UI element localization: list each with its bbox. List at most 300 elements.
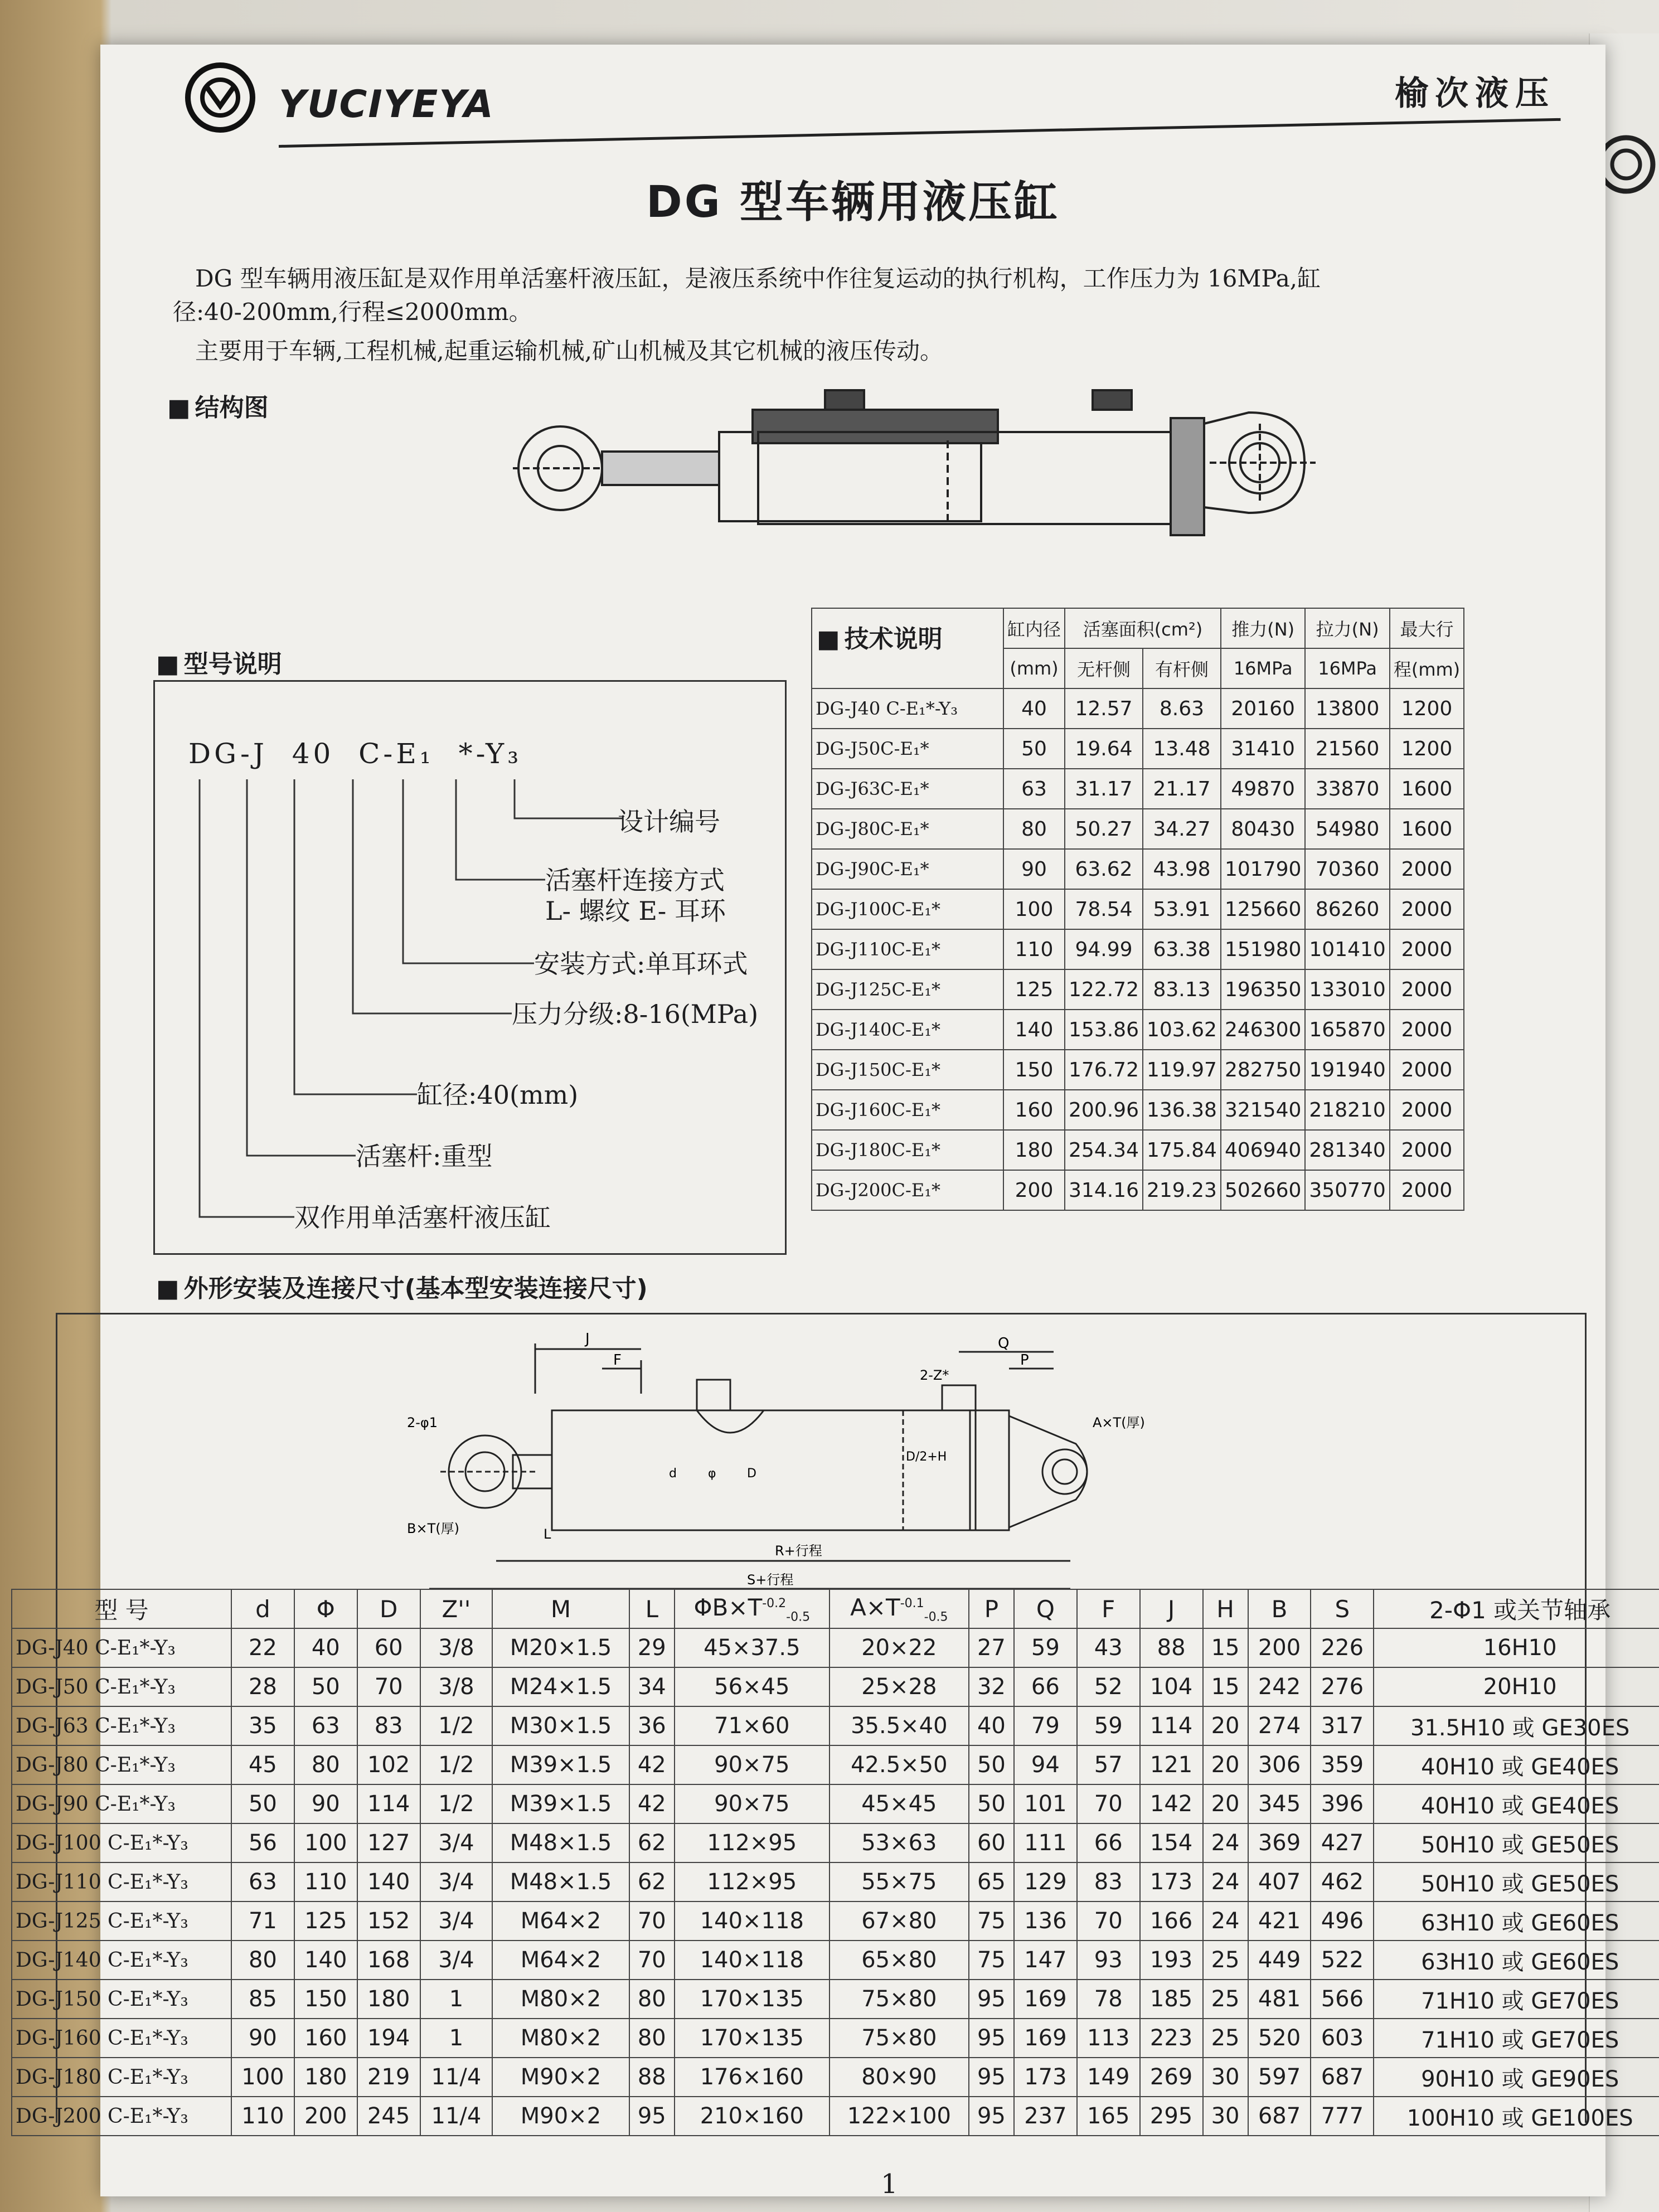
value-cell: 246300 bbox=[1221, 1010, 1305, 1050]
legend-type: 双作用单活塞杆液压缸 bbox=[294, 1202, 551, 1233]
value-cell: 20 bbox=[1203, 1706, 1248, 1745]
value-cell: M48×1.5 bbox=[492, 1862, 629, 1901]
value-cell: 127 bbox=[357, 1823, 420, 1862]
value-cell: 112×95 bbox=[675, 1862, 830, 1901]
legend-design-no: 设计编号 bbox=[618, 807, 720, 837]
value-cell: 175.84 bbox=[1143, 1130, 1221, 1170]
value-cell: 40 bbox=[969, 1706, 1014, 1745]
value-cell: 80 bbox=[294, 1745, 357, 1784]
intro-line-2: 径:40-200mm,行程≤2000mm。 bbox=[173, 298, 532, 326]
value-cell: 2000 bbox=[1390, 1170, 1464, 1210]
value-cell: 45 bbox=[231, 1745, 294, 1784]
value-cell: 111 bbox=[1014, 1823, 1077, 1862]
model-cell: DG-J100 C-E₁*-Y₃ bbox=[12, 1823, 231, 1862]
value-cell: 2000 bbox=[1390, 1130, 1464, 1170]
table-row bbox=[12, 1667, 1659, 1706]
value-cell: 226 bbox=[1311, 1628, 1374, 1667]
model-code-box bbox=[153, 680, 787, 1255]
dim-label-j: J bbox=[585, 1331, 590, 1347]
value-cell: 71×60 bbox=[675, 1706, 830, 1745]
model-cell: DG-J140C-E₁* bbox=[812, 1010, 1003, 1050]
table-row bbox=[12, 1823, 1659, 1862]
value-cell: 88 bbox=[629, 2058, 675, 2097]
model-cell: DG-J80C-E₁* bbox=[812, 809, 1003, 849]
value-cell: 140 bbox=[1003, 1010, 1065, 1050]
section-structure: ■ 结构图 bbox=[167, 387, 269, 423]
value-cell: 276 bbox=[1311, 1667, 1374, 1706]
value-cell: 71 bbox=[231, 1901, 294, 1941]
value-cell: 160 bbox=[294, 2019, 357, 2058]
value-cell: 35 bbox=[231, 1706, 294, 1745]
value-cell: 219.23 bbox=[1143, 1170, 1221, 1210]
value-cell: 150 bbox=[294, 1980, 357, 2019]
th-axt-label: A×T bbox=[850, 1593, 900, 1621]
value-cell: 19.64 bbox=[1065, 729, 1143, 769]
value-cell: 30 bbox=[1203, 2097, 1248, 2136]
value-cell: 21.17 bbox=[1143, 769, 1221, 809]
th-area-rod: 有杆侧 bbox=[1143, 648, 1221, 688]
value-cell: M64×2 bbox=[492, 1941, 629, 1980]
value-cell: 43.98 bbox=[1143, 849, 1221, 889]
table-row bbox=[812, 969, 1464, 1010]
value-cell: 687 bbox=[1311, 2058, 1374, 2097]
value-cell: 66 bbox=[1077, 1823, 1140, 1862]
value-cell: 110 bbox=[231, 2097, 294, 2136]
value-cell: 50 bbox=[294, 1667, 357, 1706]
dim-label-big-d: D bbox=[747, 1467, 756, 1481]
dim-label-p: P bbox=[1020, 1352, 1029, 1369]
value-cell: 70 bbox=[629, 1901, 675, 1941]
dim-label-axt: A×T(厚) bbox=[1093, 1415, 1145, 1430]
th-bxt-tol-upper: -0.2 bbox=[762, 1596, 787, 1611]
dim-label-h: D/2+H bbox=[906, 1450, 947, 1464]
value-cell: 359 bbox=[1311, 1745, 1374, 1784]
value-cell: 53×63 bbox=[830, 1823, 969, 1862]
value-cell: 180 bbox=[1003, 1130, 1065, 1170]
value-cell: 30 bbox=[1203, 2058, 1248, 2097]
value-cell: 27 bbox=[969, 1628, 1014, 1667]
table-row bbox=[812, 769, 1464, 809]
value-cell: 13.48 bbox=[1143, 729, 1221, 769]
value-cell: 218210 bbox=[1305, 1090, 1389, 1130]
value-cell: 152 bbox=[357, 1901, 420, 1941]
value-cell: 90H10 或 GE90ES bbox=[1374, 2058, 1659, 2097]
th-thrust-p: 16MPa bbox=[1221, 648, 1305, 688]
legend-rod-connection-types: L- 螺纹 E- 耳环 bbox=[545, 896, 726, 926]
value-cell: 317 bbox=[1311, 1706, 1374, 1745]
value-cell: 33870 bbox=[1305, 769, 1389, 809]
value-cell: 11/4 bbox=[420, 2058, 493, 2097]
value-cell: 166 bbox=[1140, 1901, 1203, 1941]
value-cell: 34 bbox=[629, 1667, 675, 1706]
value-cell: 462 bbox=[1311, 1862, 1374, 1901]
value-cell: 70360 bbox=[1305, 849, 1389, 889]
value-cell: 70 bbox=[357, 1667, 420, 1706]
value-cell: M48×1.5 bbox=[492, 1823, 629, 1862]
th-b: B bbox=[1248, 1589, 1311, 1628]
page-title: DG 型车辆用液压缸 bbox=[646, 177, 1060, 227]
model-cell: DG-J63C-E₁* bbox=[812, 769, 1003, 809]
value-cell: 95 bbox=[969, 1980, 1014, 2019]
value-cell: 200 bbox=[1003, 1170, 1065, 1210]
value-cell: 63H10 或 GE60ES bbox=[1374, 1901, 1659, 1941]
value-cell: 350770 bbox=[1305, 1170, 1389, 1210]
value-cell: 75×80 bbox=[830, 2019, 969, 2058]
value-cell: 71H10 或 GE70ES bbox=[1374, 2019, 1659, 2058]
value-cell: 75 bbox=[969, 1901, 1014, 1941]
model-cell: DG-J40 C-E₁*-Y₃ bbox=[812, 688, 1003, 729]
value-cell: 83.13 bbox=[1143, 969, 1221, 1010]
value-cell: 54980 bbox=[1305, 809, 1389, 849]
value-cell: 121 bbox=[1140, 1745, 1203, 1784]
value-cell: 196350 bbox=[1221, 969, 1305, 1010]
value-cell: 3/4 bbox=[420, 1823, 493, 1862]
th-h: H bbox=[1203, 1589, 1248, 1628]
value-cell: 80430 bbox=[1221, 809, 1305, 849]
value-cell: 176.72 bbox=[1065, 1050, 1143, 1090]
value-cell: 125 bbox=[294, 1901, 357, 1941]
value-cell: 63.62 bbox=[1065, 849, 1143, 889]
value-cell: 21560 bbox=[1305, 729, 1389, 769]
value-cell: 1600 bbox=[1390, 809, 1464, 849]
value-cell: 100 bbox=[1003, 889, 1065, 929]
th-bxt-label: ΦB×T bbox=[693, 1593, 763, 1621]
value-cell: 55×75 bbox=[830, 1862, 969, 1901]
value-cell: 20×22 bbox=[830, 1628, 969, 1667]
value-cell: 53.91 bbox=[1143, 889, 1221, 929]
th-big-d: D bbox=[357, 1589, 420, 1628]
value-cell: 36 bbox=[629, 1706, 675, 1745]
dim-label-l: L bbox=[544, 1526, 551, 1542]
logo-icon bbox=[184, 61, 256, 134]
code-dash: - bbox=[476, 738, 486, 770]
value-cell: 25 bbox=[1203, 2019, 1248, 2058]
code-c: C bbox=[358, 738, 384, 770]
value-cell: M39×1.5 bbox=[492, 1745, 629, 1784]
code-e1: E₁ bbox=[396, 738, 434, 770]
th-bxt bbox=[675, 1589, 830, 1628]
value-cell: 83 bbox=[1077, 1862, 1140, 1901]
th-bxt-tol-lower: -0.5 bbox=[786, 1610, 811, 1624]
value-cell: 80 bbox=[231, 1941, 294, 1980]
value-cell: 70 bbox=[1077, 1901, 1140, 1941]
value-cell: 165870 bbox=[1305, 1010, 1389, 1050]
table-row bbox=[12, 1862, 1659, 1901]
value-cell: 80 bbox=[629, 2019, 675, 2058]
value-cell: 1 bbox=[420, 2019, 493, 2058]
table-row bbox=[812, 1130, 1464, 1170]
th-s: S bbox=[1311, 1589, 1374, 1628]
value-cell: 282750 bbox=[1221, 1050, 1305, 1090]
value-cell: 78.54 bbox=[1065, 889, 1143, 929]
value-cell: 170×135 bbox=[675, 1980, 830, 2019]
model-cell: DG-J50C-E₁* bbox=[812, 729, 1003, 769]
value-cell: 24 bbox=[1203, 1862, 1248, 1901]
value-cell: 153.86 bbox=[1065, 1010, 1143, 1050]
value-cell: 136.38 bbox=[1143, 1090, 1221, 1130]
value-cell: 59 bbox=[1014, 1628, 1077, 1667]
value-cell: 93 bbox=[1077, 1941, 1140, 1980]
table-row bbox=[812, 688, 1464, 729]
dim-label-q: Q bbox=[998, 1335, 1010, 1352]
code-40: 40 bbox=[292, 738, 334, 770]
value-cell: 25 bbox=[1203, 1980, 1248, 2019]
value-cell: 2000 bbox=[1390, 1090, 1464, 1130]
value-cell: 173 bbox=[1140, 1862, 1203, 1901]
value-cell: 90 bbox=[1003, 849, 1065, 889]
value-cell: M80×2 bbox=[492, 2019, 629, 2058]
value-cell: 90×75 bbox=[675, 1745, 830, 1784]
value-cell: 78 bbox=[1077, 1980, 1140, 2019]
value-cell: 176×160 bbox=[675, 2058, 830, 2097]
value-cell: 2000 bbox=[1390, 849, 1464, 889]
value-cell: 170×135 bbox=[675, 2019, 830, 2058]
value-cell: 15 bbox=[1203, 1628, 1248, 1667]
table-row bbox=[812, 1050, 1464, 1090]
code-dg: DG bbox=[188, 738, 240, 770]
code-dash: - bbox=[383, 738, 396, 770]
table-row bbox=[812, 1090, 1464, 1130]
value-cell: 86260 bbox=[1305, 889, 1389, 929]
table-row bbox=[812, 889, 1464, 929]
th-l: L bbox=[629, 1589, 675, 1628]
value-cell: 165 bbox=[1077, 2097, 1140, 2136]
th-bore: 缸内径 bbox=[1003, 608, 1065, 648]
table-row bbox=[12, 1628, 1659, 1667]
value-cell: 29 bbox=[629, 1628, 675, 1667]
dim-label-phi1: 2-φ1 bbox=[407, 1415, 438, 1430]
value-cell: 103.62 bbox=[1143, 1010, 1221, 1050]
value-cell: 3/8 bbox=[420, 1667, 493, 1706]
value-cell: 566 bbox=[1311, 1980, 1374, 2019]
model-cell: DG-J40 C-E₁*-Y₃ bbox=[12, 1628, 231, 1667]
model-cell: DG-J100C-E₁* bbox=[812, 889, 1003, 929]
model-cell: DG-J150C-E₁* bbox=[812, 1050, 1003, 1090]
value-cell: 24 bbox=[1203, 1823, 1248, 1862]
value-cell: 421 bbox=[1248, 1901, 1311, 1941]
value-cell: 193 bbox=[1140, 1941, 1203, 1980]
value-cell: 687 bbox=[1248, 2097, 1311, 2136]
th-axt-tol-upper: -0.1 bbox=[900, 1596, 924, 1611]
value-cell: 11/4 bbox=[420, 2097, 493, 2136]
value-cell: 481 bbox=[1248, 1980, 1311, 2019]
value-cell: M90×2 bbox=[492, 2097, 629, 2136]
value-cell: 1200 bbox=[1390, 688, 1464, 729]
value-cell: 101410 bbox=[1305, 929, 1389, 969]
value-cell: 20160 bbox=[1221, 688, 1305, 729]
value-cell: 88 bbox=[1140, 1628, 1203, 1667]
value-cell: 269 bbox=[1140, 2058, 1203, 2097]
value-cell: 100 bbox=[294, 1823, 357, 1862]
value-cell: 50 bbox=[969, 1745, 1014, 1784]
value-cell: 95 bbox=[629, 2097, 675, 2136]
th-p: P bbox=[969, 1589, 1014, 1628]
value-cell: 101790 bbox=[1221, 849, 1305, 889]
model-cell: DG-J63 C-E₁*-Y₃ bbox=[12, 1706, 231, 1745]
th-stroke-unit: 程(mm) bbox=[1390, 648, 1464, 688]
model-cell: DG-J125C-E₁* bbox=[812, 969, 1003, 1010]
value-cell: 777 bbox=[1311, 2097, 1374, 2136]
value-cell: 50H10 或 GE50ES bbox=[1374, 1862, 1659, 1901]
value-cell: 20 bbox=[1203, 1784, 1248, 1823]
value-cell: 1600 bbox=[1390, 769, 1464, 809]
value-cell: 95 bbox=[969, 2097, 1014, 2136]
model-cell: DG-J160 C-E₁*-Y₃ bbox=[12, 2019, 231, 2058]
value-cell: 1/2 bbox=[420, 1706, 493, 1745]
model-cell: DG-J180 C-E₁*-Y₃ bbox=[12, 2058, 231, 2097]
value-cell: 2000 bbox=[1390, 1010, 1464, 1050]
value-cell: 32 bbox=[969, 1667, 1014, 1706]
value-cell: 254.34 bbox=[1065, 1130, 1143, 1170]
value-cell: 40 bbox=[1003, 688, 1065, 729]
value-cell: 168 bbox=[357, 1941, 420, 1980]
code-y3: Y₃ bbox=[486, 738, 522, 770]
value-cell: 140 bbox=[294, 1941, 357, 1980]
value-cell: 31410 bbox=[1221, 729, 1305, 769]
value-cell: 101 bbox=[1014, 1784, 1077, 1823]
brand-name: YUCIYEYA bbox=[279, 83, 494, 127]
value-cell: 160 bbox=[1003, 1090, 1065, 1130]
section-install: ■ 外形安装及连接尺寸(基本型安装连接尺寸) bbox=[156, 1268, 648, 1304]
value-cell: 223 bbox=[1140, 2019, 1203, 2058]
value-cell: 603 bbox=[1311, 2019, 1374, 2058]
value-cell: 281340 bbox=[1305, 1130, 1389, 1170]
value-cell: 50 bbox=[969, 1784, 1014, 1823]
value-cell: 125 bbox=[1003, 969, 1065, 1010]
table-row bbox=[812, 729, 1464, 769]
value-cell: M20×1.5 bbox=[492, 1628, 629, 1667]
table-row bbox=[812, 1170, 1464, 1210]
value-cell: M39×1.5 bbox=[492, 1784, 629, 1823]
dim-label-bxt: B×T(厚) bbox=[407, 1521, 459, 1536]
value-cell: 245 bbox=[357, 2097, 420, 2136]
value-cell: 63.38 bbox=[1143, 929, 1221, 969]
model-cell: DG-J80 C-E₁*-Y₃ bbox=[12, 1745, 231, 1784]
value-cell: 151980 bbox=[1221, 929, 1305, 969]
legend-mounting: 安装方式:单耳环式 bbox=[534, 949, 748, 979]
value-cell: 496 bbox=[1311, 1901, 1374, 1941]
value-cell: 502660 bbox=[1221, 1170, 1305, 1210]
value-cell: 427 bbox=[1311, 1823, 1374, 1862]
model-cell: DG-J110C-E₁* bbox=[812, 929, 1003, 969]
value-cell: 210×160 bbox=[675, 2097, 830, 2136]
value-cell: 2000 bbox=[1390, 969, 1464, 1010]
value-cell: 40 bbox=[294, 1628, 357, 1667]
value-cell: 345 bbox=[1248, 1784, 1311, 1823]
value-cell: 50 bbox=[231, 1784, 294, 1823]
value-cell: 110 bbox=[294, 1862, 357, 1901]
model-cell: DG-J150 C-E₁*-Y₃ bbox=[12, 1980, 231, 2019]
value-cell: 95 bbox=[969, 2058, 1014, 2097]
table-row bbox=[12, 2019, 1659, 2058]
model-cell: DG-J90 C-E₁*-Y₃ bbox=[12, 1784, 231, 1823]
value-cell: 52 bbox=[1077, 1667, 1140, 1706]
legend-rod: 活塞杆:重型 bbox=[356, 1141, 493, 1171]
code-j: J bbox=[253, 738, 268, 770]
intro-line-1: DG 型车辆用液压缸是双作用单活塞杆液压缸，是液压系统中作往复运动的执行机构，工作压力为 16MPa,缸 bbox=[195, 265, 1321, 292]
th-phi: Φ bbox=[294, 1589, 357, 1628]
th-bore-unit: (mm) bbox=[1003, 648, 1065, 688]
catalog-page bbox=[16, 45, 1633, 2200]
dim-label-z: 2-Z* bbox=[920, 1367, 949, 1383]
table-row bbox=[812, 809, 1464, 849]
value-cell: 49870 bbox=[1221, 769, 1305, 809]
company-name: 榆次液压 bbox=[1395, 74, 1555, 113]
intro-line-3: 主要用于车辆,工程机械,起重运输机械,矿山机械及其它机械的液压传动。 bbox=[195, 337, 944, 365]
value-cell: 3/4 bbox=[420, 1901, 493, 1941]
value-cell: 142 bbox=[1140, 1784, 1203, 1823]
value-cell: 65×80 bbox=[830, 1941, 969, 1980]
value-cell: 1 bbox=[420, 1980, 493, 2019]
value-cell: 56×45 bbox=[675, 1667, 830, 1706]
value-cell: 63H10 或 GE60ES bbox=[1374, 1941, 1659, 1980]
value-cell: 60 bbox=[357, 1628, 420, 1667]
value-cell: 94.99 bbox=[1065, 929, 1143, 969]
value-cell: 140×118 bbox=[675, 1901, 830, 1941]
table-row bbox=[12, 2097, 1659, 2136]
value-cell: 136 bbox=[1014, 1901, 1077, 1941]
value-cell: 24 bbox=[1203, 1901, 1248, 1941]
value-cell: 34.27 bbox=[1143, 809, 1221, 849]
table-row bbox=[12, 1980, 1659, 2019]
legend-bore: 缸径:40(mm) bbox=[417, 1080, 579, 1110]
value-cell: 200 bbox=[1248, 1628, 1311, 1667]
value-cell: 80×90 bbox=[830, 2058, 969, 2097]
tech-table bbox=[811, 608, 1464, 1211]
model-cell: DG-J160C-E₁* bbox=[812, 1090, 1003, 1130]
value-cell: 194 bbox=[357, 2019, 420, 2058]
value-cell: 13800 bbox=[1305, 688, 1389, 729]
value-cell: 407 bbox=[1248, 1862, 1311, 1901]
value-cell: 45×45 bbox=[830, 1784, 969, 1823]
value-cell: 2000 bbox=[1390, 1050, 1464, 1090]
value-cell: 80 bbox=[1003, 809, 1065, 849]
th-bearing: 2-Φ1 或关节轴承 bbox=[1374, 1589, 1659, 1628]
value-cell: M24×1.5 bbox=[492, 1667, 629, 1706]
dim-label-d: d bbox=[669, 1467, 677, 1481]
th-z: Z'' bbox=[420, 1589, 493, 1628]
value-cell: 113 bbox=[1077, 2019, 1140, 2058]
value-cell: 129 bbox=[1014, 1862, 1077, 1901]
model-cell: DG-J200C-E₁* bbox=[812, 1170, 1003, 1210]
value-cell: 71H10 或 GE70ES bbox=[1374, 1980, 1659, 2019]
value-cell: 45×37.5 bbox=[675, 1628, 830, 1667]
table-row bbox=[12, 1706, 1659, 1745]
value-cell: 149 bbox=[1077, 2058, 1140, 2097]
value-cell: 369 bbox=[1248, 1823, 1311, 1862]
value-cell: 22 bbox=[231, 1628, 294, 1667]
value-cell: 3/4 bbox=[420, 1862, 493, 1901]
value-cell: 60 bbox=[969, 1823, 1014, 1862]
value-cell: 119.97 bbox=[1143, 1050, 1221, 1090]
value-cell: 180 bbox=[357, 1980, 420, 2019]
model-cell: DG-J110 C-E₁*-Y₃ bbox=[12, 1862, 231, 1901]
value-cell: 140 bbox=[357, 1862, 420, 1901]
value-cell: 3/4 bbox=[420, 1941, 493, 1980]
value-cell: 1/2 bbox=[420, 1784, 493, 1823]
table-row bbox=[812, 1010, 1464, 1050]
value-cell: 114 bbox=[357, 1784, 420, 1823]
value-cell: 42.5×50 bbox=[830, 1745, 969, 1784]
value-cell: 62 bbox=[629, 1823, 675, 1862]
value-cell: 597 bbox=[1248, 2058, 1311, 2097]
value-cell: 321540 bbox=[1221, 1090, 1305, 1130]
value-cell: 122.72 bbox=[1065, 969, 1143, 1010]
value-cell: 35.5×40 bbox=[830, 1706, 969, 1745]
value-cell: 306 bbox=[1248, 1745, 1311, 1784]
value-cell: 125660 bbox=[1221, 889, 1305, 929]
install-diagram bbox=[407, 1327, 1299, 1594]
